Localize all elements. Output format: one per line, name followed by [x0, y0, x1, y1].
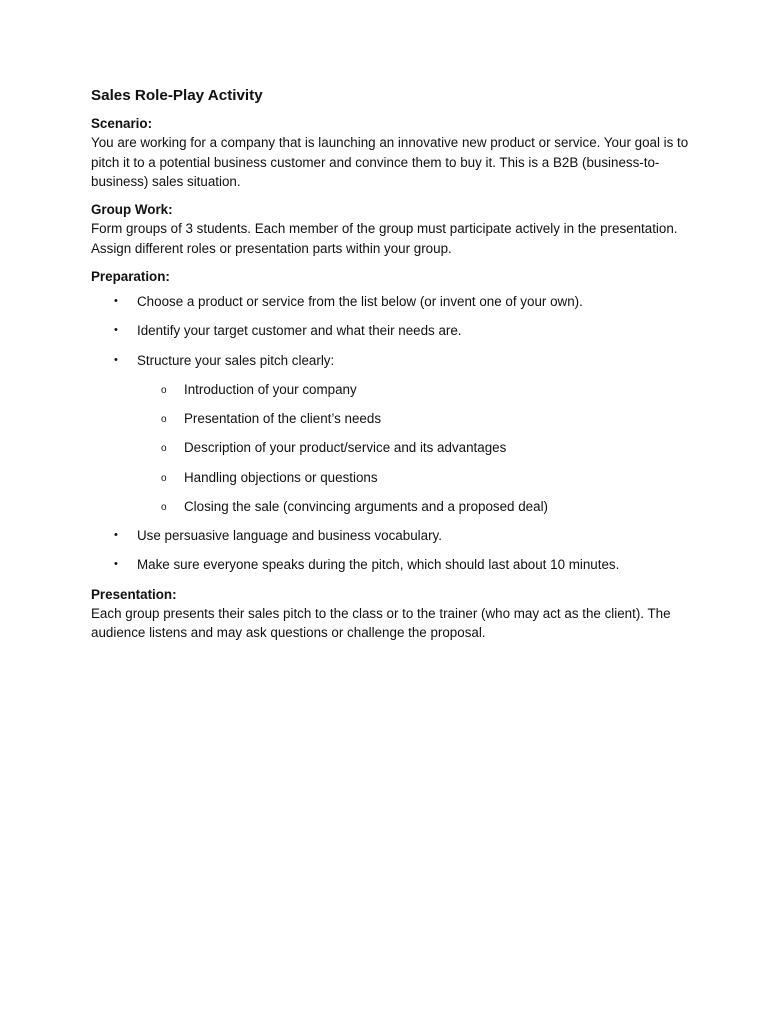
- bullet-marker: •: [114, 353, 118, 366]
- list-item: [91, 351, 691, 517]
- sub-list-item-text: Description of your product/service and its advantages: [184, 440, 507, 456]
- document-title: Sales Role-Play Activity: [91, 87, 263, 104]
- sub-list-item-text: Introduction of your company: [184, 381, 357, 397]
- group-work-section: [91, 200, 691, 258]
- list-item: [91, 292, 691, 311]
- sub-bullet-marker: o: [161, 384, 167, 396]
- list-item-text: Structure your sales pitch clearly:: [137, 352, 335, 368]
- preparation-section: [91, 267, 691, 575]
- list-item: [91, 526, 691, 545]
- list-item-text: Choose a product or service from the list below (or invent one of your own).: [137, 294, 583, 310]
- sub-bullet-marker: o: [161, 414, 167, 426]
- pitch-structure-list: [137, 380, 691, 516]
- list-item-text: Use persuasive language and business vocabulary.: [137, 528, 442, 544]
- presentation-body: Each group presents their sales pitch to the class or to the trainer (who may act as the client). The audience listens and may ask questions or challenge the proposal.: [91, 605, 671, 641]
- list-item-text: Make sure everyone speaks during the pitch, which should last about 10 minutes.: [137, 557, 620, 573]
- sub-bullet-marker: o: [161, 502, 167, 514]
- preparation-list: [91, 292, 691, 574]
- sub-list-item-text: Closing the sale (convincing arguments and a proposed deal): [184, 499, 548, 515]
- sub-list-item: [137, 497, 691, 516]
- sub-list-item: [137, 438, 691, 457]
- bullet-marker: •: [114, 324, 118, 337]
- list-item: [91, 321, 691, 340]
- sub-list-item-text: Presentation of the client’s needs: [184, 411, 382, 427]
- scenario-section: [91, 114, 691, 191]
- sub-list-item: [137, 380, 691, 399]
- list-item-text: Identify your target customer and what their needs are.: [137, 323, 462, 339]
- presentation-section: [91, 585, 691, 643]
- list-item: [91, 555, 691, 574]
- preparation-heading: Preparation:: [91, 269, 170, 285]
- group-work-heading: Group Work:: [91, 202, 173, 218]
- presentation-heading: Presentation:: [91, 586, 177, 602]
- group-work-body: Form groups of 3 students. Each member of the group must participate actively in the presentation. Assign different roles or presentation parts within your group.: [91, 221, 678, 256]
- sub-list-item-text: Handling objections or questions: [184, 469, 378, 485]
- bullet-marker: •: [114, 558, 118, 571]
- sub-bullet-marker: o: [161, 443, 167, 455]
- document-content: [91, 86, 691, 651]
- bullet-marker: •: [114, 295, 118, 308]
- scenario-heading: Scenario:: [91, 116, 153, 131]
- sub-bullet-marker: o: [161, 472, 167, 484]
- sub-list-item: [137, 468, 691, 487]
- scenario-body: You are working for a company that is launching an innovative new product or service. Your goal is to pitch it to a potential business customer and convince them to buy it. This is a B2B (business-to-business) sales situation.: [91, 135, 689, 189]
- bullet-marker: •: [114, 529, 118, 542]
- sub-list-item: [137, 409, 691, 428]
